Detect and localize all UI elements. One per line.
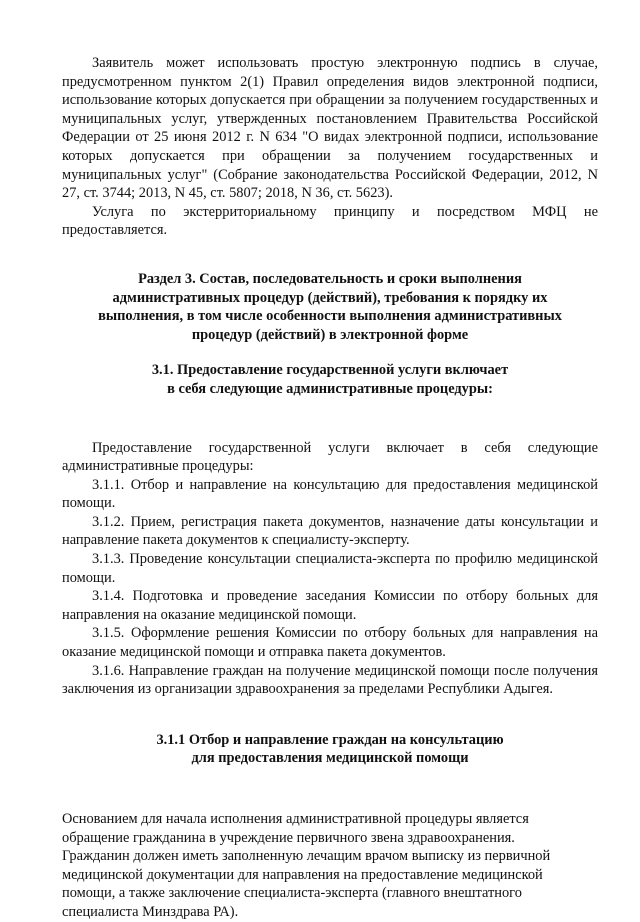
basis-line: Основанием для начала исполнения административной процедуры является: [62, 811, 529, 827]
section-3-heading-line: административных процедур (действий), требования к порядку их: [112, 289, 548, 306]
basis-line: обращение гражданина в учреждение первичного звена здравоохранения.: [62, 829, 515, 846]
section-3-heading-line: выполнения, в том числе особенности выполнения административных: [98, 308, 562, 325]
procedure-item-3-1-4: 3.1.4. Подготовка и проведение заседания Комиссии по отбору больных для направления на оказание медицинской помощи.: [62, 588, 598, 623]
section-3-heading: [62, 270, 598, 344]
basis-line: медицинской документации для направления на предоставление медицинской: [62, 866, 543, 883]
basis-line: специалиста Минздрава РА).: [62, 903, 239, 920]
subsection-3-1-heading-line: в себя следующие административные процедуры:: [167, 380, 493, 397]
procedures-intro: Предоставление государственной услуги включает в себя следующие административные процедуры:: [62, 439, 598, 475]
subsection-3-1-1-heading: [62, 731, 598, 768]
procedure-item-3-1-2: 3.1.2. Прием, регистрация пакета документов, назначение даты консультации и направление пакета документов к специалисту-эксперту.: [62, 513, 598, 549]
procedure-item-3-1-3: 3.1.3. Проведение консультации специалиста-эксперта по профилю медицинской помощи.: [62, 551, 598, 586]
procedure-item-3-1-6: 3.1.6. Направление граждан на получение медицинской помощи после получения заключения из организации здравоохранения за пределами Республики Адыгея.: [62, 662, 598, 698]
basis-line: помощи, а также заключение специалиста-эксперта (главного внештатного: [62, 885, 522, 902]
subsection-3-1-heading: [62, 361, 598, 398]
subsection-3-1-1-heading-line: 3.1.1 Отбор и направление граждан на консультацию: [156, 731, 504, 748]
procedure-item-3-1-5: 3.1.5. Оформление решения Комиссии по отбору больных для направления на оказание медицинской помощи и отправка пакета документов.: [62, 625, 598, 661]
section-3-heading-line: процедур (действий) в электронной форме: [191, 326, 469, 343]
section-3-heading-line: Раздел 3. Состав, последовательность и сроки выполнения: [138, 270, 522, 287]
subsection-3-1-heading-line: 3.1. Предоставление государственной услуги включает: [151, 362, 509, 379]
procedure-item-3-1-1: 3.1.1. Отбор и направление на консультацию для предоставления медицинской помощи.: [62, 476, 598, 512]
subsection-3-1-1-heading-line: для предоставления медицинской помощи: [191, 750, 469, 767]
intro-paragraph-mfc: Услуга по экстерриториальному принципу и посредством МФЦ не предоставляется.: [62, 203, 598, 239]
intro-paragraph-signature: Заявитель может использовать простую электронную подпись в случае, предусмотренном пунктом 2(1) Правил определения видов электронной подписи, использование которых допускается при обращении за получением государственных и муниципальных услуг, утвержденных постановлением Правительства Российской Федерации от 25 июня 2012 г. N 634 "О видах электронной подписи, использование которых допускается при обращении за получением государственных и муниципальных услуг" (Собрание законодательства Российской Федерации, 2012, N 27, ст. 3744; 2013, N 45, ст. 5807; 2018, N 36, ст. 5623).: [62, 55, 598, 202]
basis-line: Гражданин должен иметь заполненную лечащим врачом выписку из первичной: [62, 848, 551, 865]
